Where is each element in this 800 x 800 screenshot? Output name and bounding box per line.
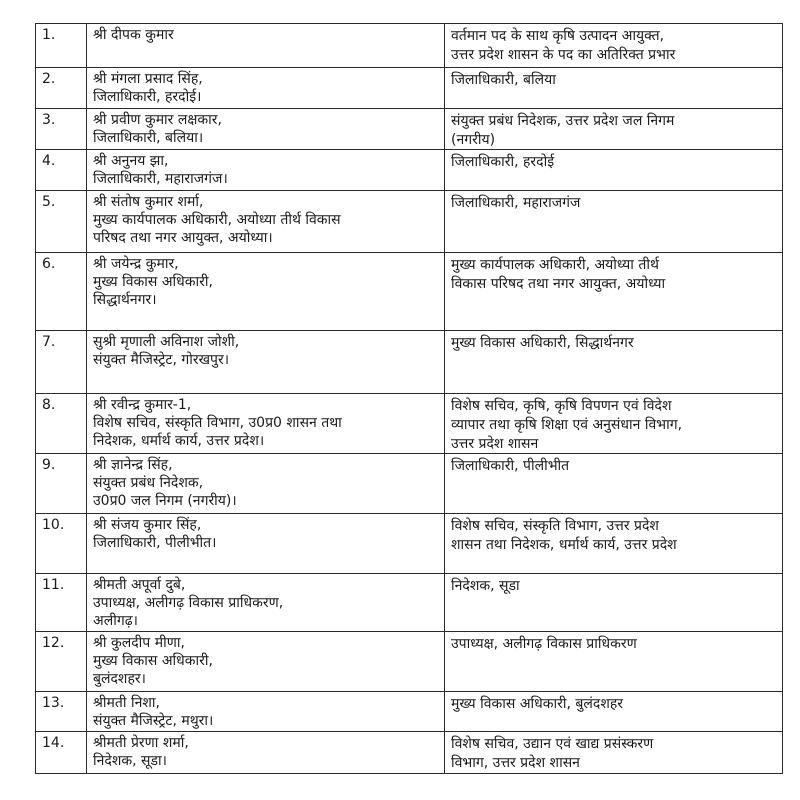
serial-number: 13. xyxy=(36,692,87,732)
posting-cell xyxy=(445,150,783,191)
posting-cell xyxy=(445,394,783,454)
officer-cell xyxy=(87,331,445,394)
officer-line: श्री संतोष कुमार शर्मा, xyxy=(93,194,204,210)
table-row xyxy=(36,24,783,68)
officer-line: उपाध्यक्ष, अलीगढ़ विकास प्राधिकरण, xyxy=(93,595,284,611)
officer-line: श्री रवीन्द्र कुमार-1, xyxy=(93,397,192,413)
serial-number: 14. xyxy=(36,732,87,774)
officer-line: श्री अनुनय झा, xyxy=(93,153,169,169)
posting-cell xyxy=(445,732,783,774)
serial-number: 8. xyxy=(36,394,87,454)
officer-line: मुख्य विकास अधिकारी, xyxy=(93,274,213,290)
officer-line: अलीगढ़। xyxy=(93,613,138,629)
officer-line: जिलाधिकारी, पीलीभीत। xyxy=(93,535,217,551)
posting-line: उत्तर प्रदेश शासन xyxy=(451,436,539,452)
officer-line: श्री जयेन्द्र कुमार, xyxy=(93,256,179,272)
officer-cell xyxy=(87,394,445,454)
officer-line: श्रीमती अपूर्वा दुबे, xyxy=(93,577,186,593)
transfer-table xyxy=(35,23,783,774)
posting-line: विशेष सचिव, संस्कृति विभाग, उत्तर प्रदेश xyxy=(451,518,659,534)
officer-line: विशेष सचिव, संस्कृति विभाग, उ0प्र0 शासन तथा xyxy=(93,415,342,431)
officer-line: संयुक्त प्रबंध निदेशक, xyxy=(93,475,204,491)
posting-cell xyxy=(445,253,783,331)
table-row xyxy=(36,692,783,732)
officer-cell xyxy=(87,109,445,150)
officer-line: श्री दीपक कुमार xyxy=(93,27,174,43)
posting-cell xyxy=(445,514,783,574)
officer-line: सुश्री मृणाली अविनाश जोशी, xyxy=(93,334,240,350)
officer-cell xyxy=(87,253,445,331)
officer-line: श्री संजय कुमार सिंह, xyxy=(93,517,202,533)
posting-line: जिलाधिकारी, महाराजगंज xyxy=(451,195,581,211)
posting-line: उपाध्यक्ष, अलीगढ़ विकास प्राधिकरण xyxy=(451,636,637,652)
posting-line: मुख्य विकास अधिकारी, सिद्धार्थनगर xyxy=(451,335,634,351)
posting-cell xyxy=(445,632,783,692)
serial-number: 3. xyxy=(36,109,87,150)
posting-cell xyxy=(445,191,783,253)
officer-line: श्रीमती निशा, xyxy=(93,695,160,711)
officer-cell xyxy=(87,632,445,692)
officer-line: परिषद तथा नगर आयुक्त, अयोध्या। xyxy=(93,230,273,246)
officer-cell xyxy=(87,454,445,514)
officer-line: निदेशक, सूडा। xyxy=(93,753,167,769)
table-row xyxy=(36,732,783,774)
table-row xyxy=(36,150,783,191)
posting-line: विभाग, उत्तर प्रदेश शासन xyxy=(451,755,580,771)
officer-cell xyxy=(87,514,445,574)
posting-line: वर्तमान पद के साथ कृषि उत्पादन आयुक्त, xyxy=(451,28,665,44)
posting-line: (नगरीय) xyxy=(451,132,496,148)
posting-line: विकास परिषद तथा नगर आयुक्त, अयोध्या xyxy=(451,276,666,292)
officer-line: मुख्य कार्यपालक अधिकारी, अयोध्या तीर्थ विकास xyxy=(93,212,341,228)
officer-line: निदेशक, धर्मार्थ कार्य, उत्तर प्रदेश। xyxy=(93,433,265,449)
officer-cell xyxy=(87,191,445,253)
table-row xyxy=(36,514,783,574)
officer-line: श्री मंगला प्रसाद सिंह, xyxy=(93,71,203,87)
posting-line: मुख्य विकास अधिकारी, बुलंदशहर xyxy=(451,696,623,712)
serial-number: 12. xyxy=(36,632,87,692)
serial-number: 4. xyxy=(36,150,87,191)
officer-line: संयुक्त मैजिस्ट्रेट, मथुरा। xyxy=(93,713,214,729)
posting-cell xyxy=(445,109,783,150)
posting-line: जिलाधिकारी, पीलीभीत xyxy=(451,458,570,474)
officer-cell xyxy=(87,732,445,774)
serial-number: 1. xyxy=(36,24,87,68)
officer-cell xyxy=(87,692,445,732)
officer-line: जिलाधिकारी, बलिया। xyxy=(93,130,204,146)
posting-cell xyxy=(445,24,783,68)
posting-line: मुख्य कार्यपालक अधिकारी, अयोध्या तीर्थ xyxy=(451,257,659,273)
serial-number: 2. xyxy=(36,68,87,109)
officer-cell xyxy=(87,24,445,68)
serial-number: 10. xyxy=(36,514,87,574)
posting-line: शासन तथा निदेशक, धर्मार्थ कार्य, उत्तर प्रदेश xyxy=(451,537,677,553)
table-row xyxy=(36,68,783,109)
posting-cell xyxy=(445,331,783,394)
officer-line: उ0प्र0 जल निगम (नगरीय)। xyxy=(93,493,237,509)
table-row xyxy=(36,191,783,253)
serial-number: 5. xyxy=(36,191,87,253)
table-row xyxy=(36,632,783,692)
officer-line: सिद्धार्थनगर। xyxy=(93,292,157,308)
officer-cell xyxy=(87,68,445,109)
table-row xyxy=(36,109,783,150)
officer-cell xyxy=(87,574,445,632)
posting-line: व्यापार तथा कृषि शिक्षा एवं अनुसंधान विभाग, xyxy=(451,417,683,433)
posting-line: जिलाधिकारी, हरदोई xyxy=(451,154,555,170)
table-row xyxy=(36,331,783,394)
posting-line: उत्तर प्रदेश शासन के पद का अतिरिक्त प्रभार xyxy=(451,47,676,63)
officer-line: संयुक्त मैजिस्ट्रेट, गोरखपुर। xyxy=(93,352,230,368)
officer-line: जिलाधिकारी, हरदोई। xyxy=(93,89,202,105)
posting-cell xyxy=(445,692,783,732)
officer-line: श्री प्रवीण कुमार लक्षकार, xyxy=(93,112,222,128)
serial-number: 7. xyxy=(36,331,87,394)
posting-line: संयुक्त प्रबंध निदेशक, उत्तर प्रदेश जल निगम xyxy=(451,113,675,129)
posting-line: विशेष सचिव, कृषि, कृषि विपणन एवं विदेश xyxy=(451,398,672,414)
serial-number: 11. xyxy=(36,574,87,632)
posting-line: विशेष सचिव, उद्यान एवं खाद्य प्रसंस्करण xyxy=(451,736,654,752)
officer-line: श्री ज्ञानेन्द्र सिंह, xyxy=(93,457,173,473)
posting-cell xyxy=(445,574,783,632)
posting-line: निदेशक, सूडा xyxy=(451,578,520,594)
officer-line: मुख्य विकास अधिकारी, xyxy=(93,653,213,669)
serial-number: 9. xyxy=(36,454,87,514)
officer-line: श्रीमती प्रेरणा शर्मा, xyxy=(93,735,189,751)
officer-line: जिलाधिकारी, महाराजगंज। xyxy=(93,171,228,187)
officer-line: श्री कुलदीप मीणा, xyxy=(93,635,185,651)
table-row xyxy=(36,253,783,331)
table-row xyxy=(36,454,783,514)
posting-cell xyxy=(445,454,783,514)
officer-cell xyxy=(87,150,445,191)
posting-cell xyxy=(445,68,783,109)
table-row xyxy=(36,394,783,454)
posting-line: जिलाधिकारी, बलिया xyxy=(451,72,556,88)
serial-number: 6. xyxy=(36,253,87,331)
officer-line: बुलंदशहर। xyxy=(93,671,146,687)
table-row xyxy=(36,574,783,632)
